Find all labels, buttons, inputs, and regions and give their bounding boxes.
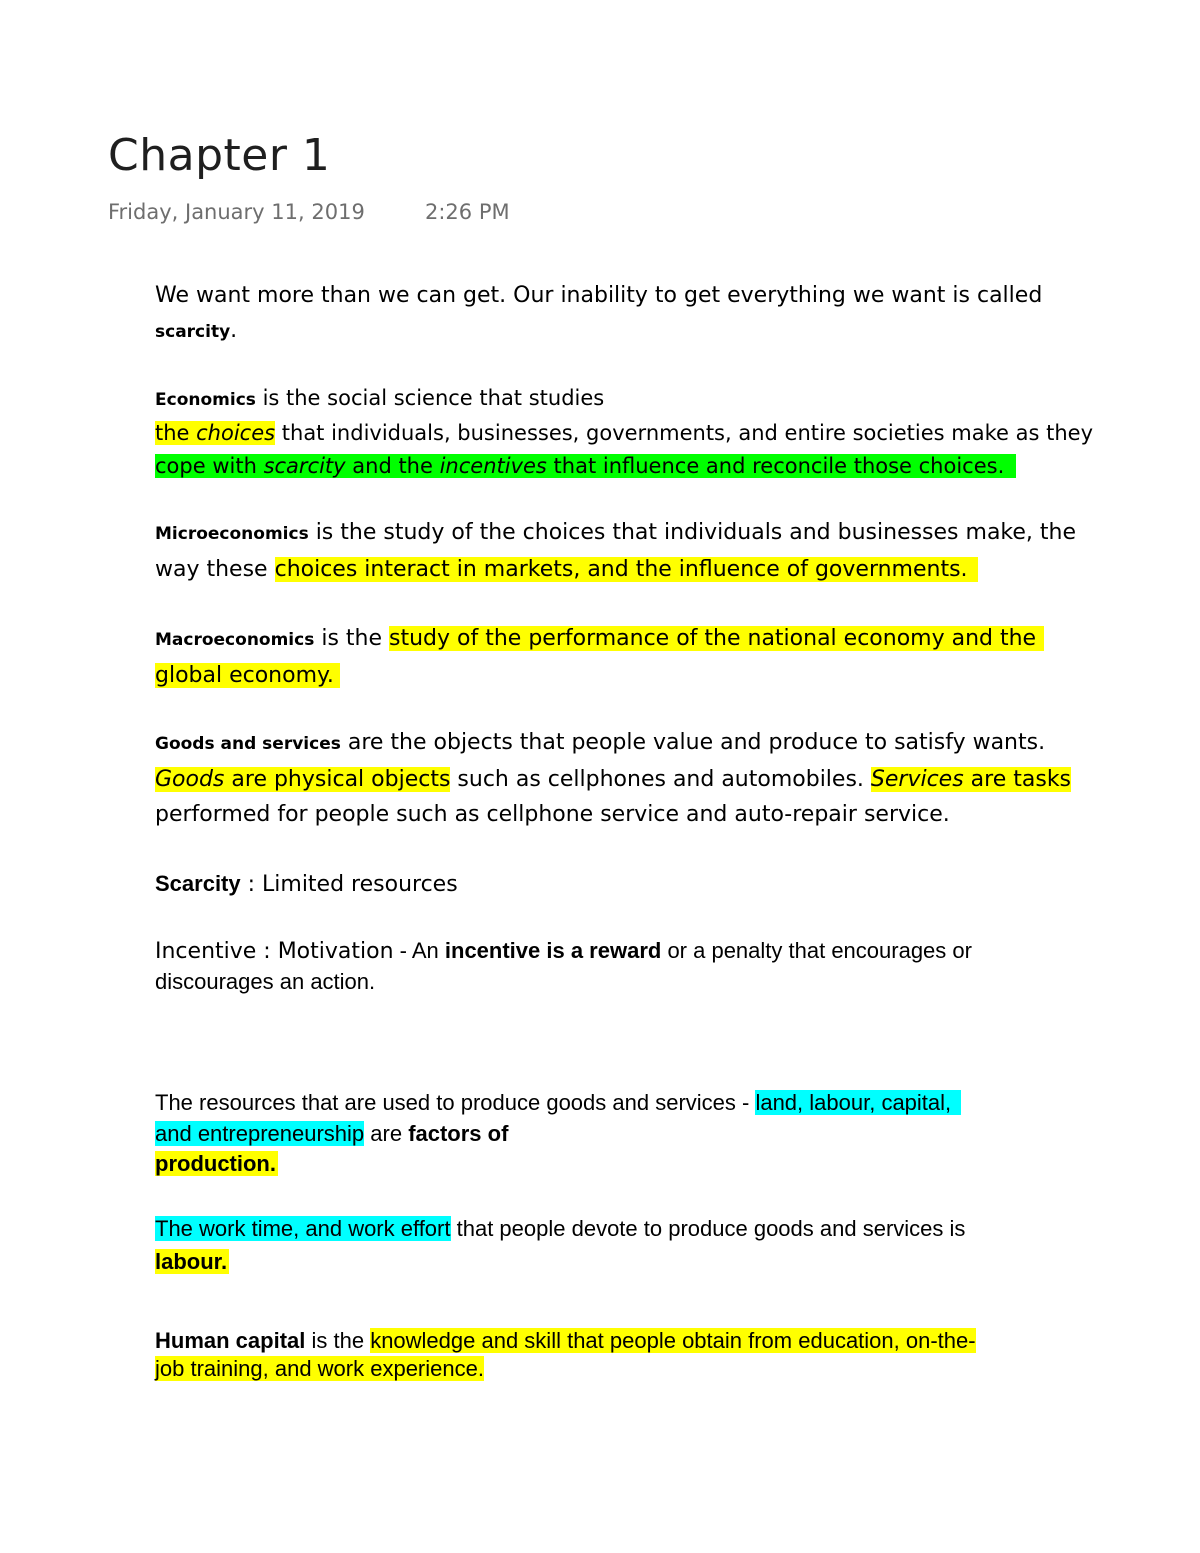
page-title: Chapter 1 bbox=[108, 130, 331, 181]
hl: and entrepreneurship bbox=[155, 1121, 365, 1146]
line: We want more than we can get. Our inability to get everything we want is called bbox=[155, 283, 1043, 308]
page-date: Friday, January 11, 2019 bbox=[108, 200, 365, 224]
paragraph-macroeconomics bbox=[155, 621, 1130, 693]
hl: and the bbox=[345, 454, 440, 478]
text: such as cellphones and automobiles. bbox=[450, 767, 871, 792]
hl-scarcity: scarcity bbox=[263, 454, 346, 478]
paragraph-economics bbox=[155, 382, 1130, 483]
term-macroeconomics: Macroeconomics bbox=[155, 630, 315, 650]
text: The resources that are used to produce goods and services - bbox=[155, 1090, 756, 1115]
term-incentive: incentive is a reward bbox=[444, 938, 662, 963]
term-scarcity-def: Scarcity bbox=[155, 871, 241, 896]
paragraph-goods-services bbox=[155, 725, 1130, 832]
text: - An bbox=[393, 938, 445, 963]
text: are bbox=[364, 1121, 409, 1146]
hl: knowledge and skill that people obtain from education, on-the- bbox=[370, 1328, 976, 1353]
page-time: 2:26 PM bbox=[425, 200, 510, 224]
term-microeconomics: Microeconomics bbox=[155, 524, 309, 544]
hl: the bbox=[155, 421, 197, 445]
hl: study of the performance of the national economy and the bbox=[389, 626, 1044, 651]
paragraph-scarcity-intro bbox=[155, 278, 1130, 350]
hl: The work time, and work effort bbox=[155, 1216, 451, 1241]
hl: cope with bbox=[155, 454, 264, 478]
text: : Limited resources bbox=[240, 872, 458, 897]
punct: . bbox=[230, 318, 238, 343]
paragraph-human-capital bbox=[155, 1327, 1130, 1383]
text: is the bbox=[314, 626, 390, 651]
paragraph-labour bbox=[155, 1212, 1130, 1278]
text: is the social science that studies bbox=[255, 386, 605, 410]
hl-goods: Goods bbox=[155, 767, 225, 792]
text: are the objects that people value and produce to satisfy wants. bbox=[340, 730, 1046, 755]
paragraph-incentive bbox=[155, 936, 1130, 997]
hl: choices interact in markets, and the influence of governments. bbox=[275, 557, 978, 582]
hl: job training, and work experience. bbox=[155, 1356, 484, 1381]
text: Incentive : Motivation bbox=[155, 939, 394, 964]
text: is the study of the choices that individuals and businesses make, the bbox=[308, 520, 1077, 545]
hl: are tasks bbox=[963, 767, 1072, 792]
hl: land, labour, capital, bbox=[755, 1090, 961, 1115]
hl-services: Services bbox=[870, 767, 964, 792]
hl: are physical objects bbox=[224, 767, 451, 792]
text: way these bbox=[155, 557, 275, 582]
term-labour: labour. bbox=[155, 1249, 228, 1274]
term-factors: factors of bbox=[408, 1121, 509, 1146]
term-economics: Economics bbox=[155, 390, 256, 410]
term-scarcity: scarcity bbox=[155, 322, 231, 342]
term-goods-services: Goods and services bbox=[155, 734, 341, 754]
paragraph-scarcity-def bbox=[155, 866, 1130, 902]
text: that people devote to produce goods and services is bbox=[450, 1216, 966, 1241]
paragraph-factors bbox=[155, 1086, 1130, 1179]
text: discourages an action. bbox=[155, 969, 376, 994]
text: or a penalty that encourages or bbox=[661, 938, 972, 963]
hl: that influence and reconcile those choices. bbox=[546, 454, 1005, 478]
paragraph-microeconomics bbox=[155, 515, 1130, 587]
hl-incentives: incentives bbox=[439, 454, 547, 478]
text: that individuals, businesses, governments, and entire societies make as they bbox=[275, 421, 1093, 445]
term-human-capital: Human capital bbox=[155, 1328, 306, 1353]
term-production: production. bbox=[155, 1151, 276, 1176]
hl: global economy. bbox=[155, 663, 340, 688]
hl-choices: choices bbox=[196, 421, 276, 445]
text: performed for people such as cellphone service and auto-repair service. bbox=[155, 802, 950, 827]
text: is the bbox=[305, 1328, 371, 1353]
